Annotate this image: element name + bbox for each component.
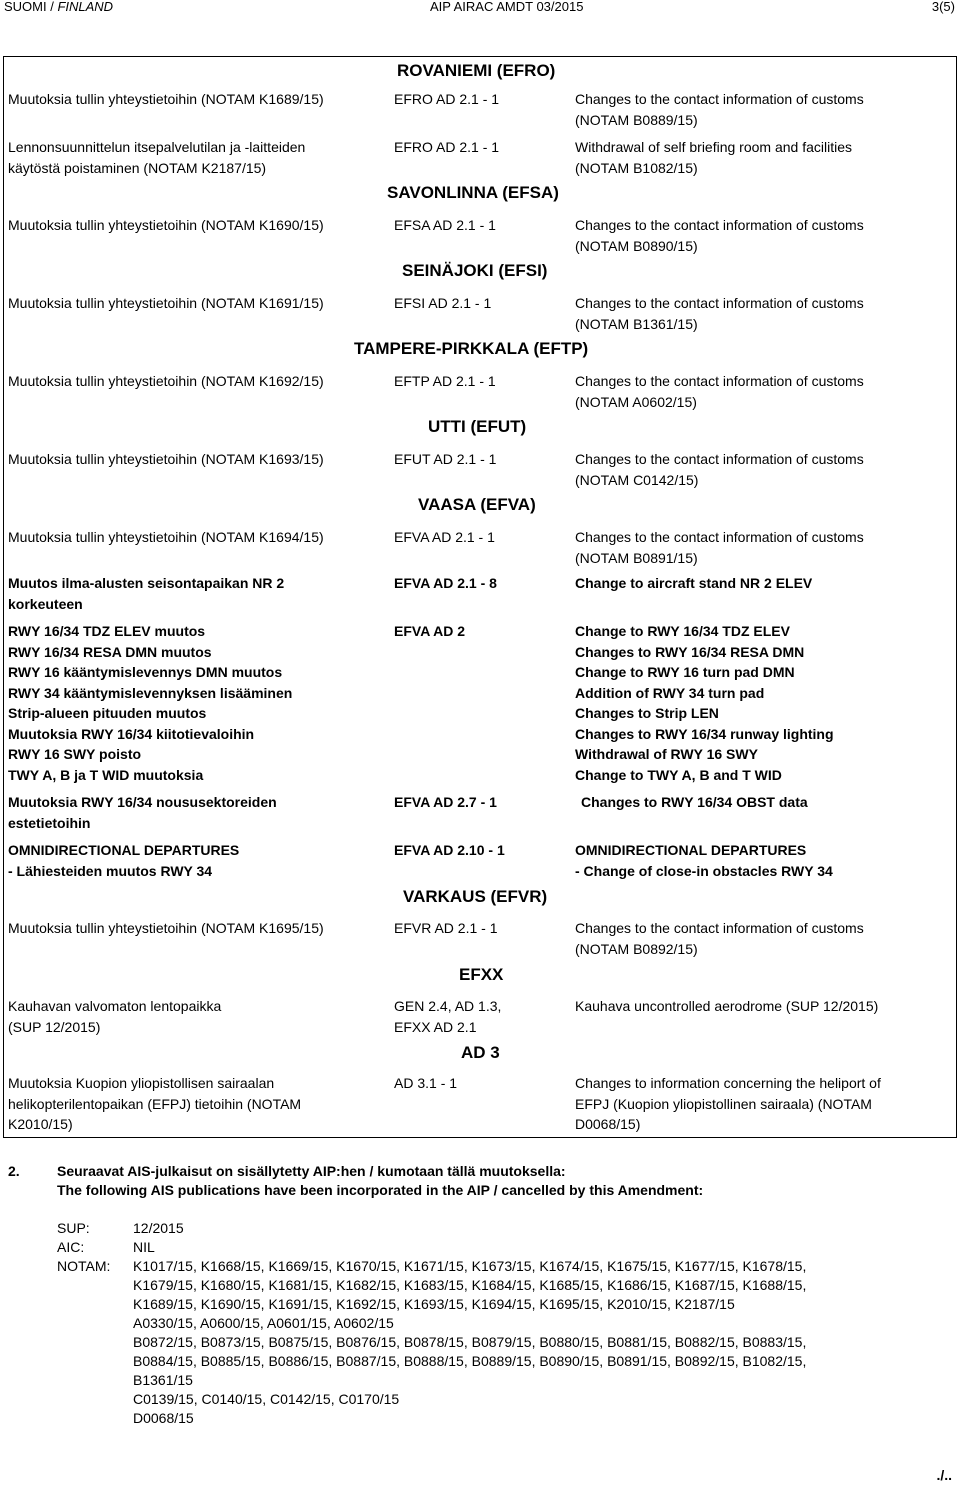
row-fi-text: Muutoksia Kuopion yliopistollisen sairaalan helikopterilentopaikan (EFPJ) tietoihin (NOTAM K2010/15) bbox=[8, 1075, 302, 1132]
header-amendment: AIP AIRAC AMDT 03/2015 bbox=[430, 0, 584, 14]
section-heading-efxx: EFXX bbox=[459, 965, 504, 984]
row-reference: EFVA AD 2.10 - 1 bbox=[394, 842, 505, 858]
notam-list bbox=[133, 1257, 806, 1428]
row-reference: GEN 2.4, AD 1.3, EFXX AD 2.1 bbox=[394, 998, 502, 1035]
row-reference: EFRO AD 2.1 - 1 bbox=[394, 91, 500, 107]
publications-heading-fi: Seuraavat AIS-julkaisut on sisällytetty AIP:hen / kumotaan tällä muutoksella: bbox=[57, 1163, 566, 1179]
row-reference: EFVA AD 2.1 - 8 bbox=[394, 575, 497, 591]
row-en-text: Change to RWY 16/34 TDZ ELEV Changes to RWY 16/34 RESA DMN Change to RWY 16 turn pad DMN Addition of RWY 34 turn pad Changes to Strip LEN Changes to RWY 16/34 runway lighting Withdrawal of RWY 16 SWY Change to TWY A, B and T WID bbox=[575, 623, 834, 783]
publications-heading-en: The following AIS publications have been incorporated in the AIP / cancelled by this Amendment: bbox=[57, 1182, 704, 1198]
row-en-text: Kauhava uncontrolled aerodrome (SUP 12/2015) bbox=[575, 998, 879, 1014]
header-page-number: 3(5) bbox=[931, 0, 955, 14]
section-heading-efro: ROVANIEMI (EFRO) bbox=[397, 61, 556, 80]
notam-line: A0330/15, A0600/15, A0601/15, A0602/15 bbox=[133, 1315, 394, 1331]
continuation-mark: ./.. bbox=[936, 1467, 952, 1483]
section-heading-efsi: SEINÄJOKI (EFSI) bbox=[402, 261, 548, 280]
row-fi-text: Muutoksia tullin yhteystietoihin (NOTAM K1689/15) bbox=[8, 91, 324, 107]
row-en-text: Withdrawal of self briefing room and facilities (NOTAM B1082/15) bbox=[575, 139, 853, 176]
header-country-en: FINLAND bbox=[57, 0, 114, 14]
notam-line: K1689/15, K1690/15, K1691/15, K1692/15, K1693/15, K1694/15, K1695/15, K2010/15, K2187/15 bbox=[133, 1296, 735, 1312]
row-en-text: Changes to RWY 16/34 OBST data bbox=[581, 794, 808, 810]
amendment-table bbox=[3, 56, 957, 1138]
row-fi-text: OMNIDIRECTIONAL DEPARTURES - Lähiesteiden muutos RWY 34 bbox=[8, 842, 240, 879]
row-fi-text: Muutoksia tullin yhteystietoihin (NOTAM K1691/15) bbox=[8, 295, 324, 311]
row-reference: EFVR AD 2.1 - 1 bbox=[394, 920, 498, 936]
header-country: SUOMI / bbox=[4, 0, 58, 14]
row-en-text: Changes to information concerning the heliport of EFPJ (Kuopion yliopistollinen sairaala) (NOTAM D0068/15) bbox=[575, 1075, 881, 1132]
row-reference: EFVA AD 2.7 - 1 bbox=[394, 794, 497, 810]
notam-line: B0872/15, B0873/15, B0875/15, B0876/15, B0878/15, B0879/15, B0880/15, B0881/15, B0882/15, B0883/15, bbox=[133, 1334, 807, 1350]
notam-line: C0139/15, C0140/15, C0142/15, C0170/15 bbox=[133, 1391, 400, 1407]
section-heading-eftp: TAMPERE-PIRKKALA (EFTP) bbox=[354, 339, 589, 358]
row-fi-text: Muutoksia tullin yhteystietoihin (NOTAM K1690/15) bbox=[8, 217, 324, 233]
row-en-text: Changes to the contact information of customs (NOTAM B0890/15) bbox=[575, 217, 864, 254]
row-reference: EFVA AD 2 bbox=[394, 623, 466, 639]
row-fi-text: Muutos ilma-alusten seisontapaikan NR 2 korkeuteen bbox=[8, 575, 285, 612]
row-reference: AD 3.1 - 1 bbox=[394, 1075, 458, 1091]
aic-label: AIC: bbox=[57, 1239, 85, 1255]
row-en-text: Changes to the contact information of customs (NOTAM B0891/15) bbox=[575, 529, 864, 566]
header-left bbox=[4, 0, 113, 14]
aic-value: NIL bbox=[133, 1239, 155, 1255]
row-fi-text: Muutoksia tullin yhteystietoihin (NOTAM K1694/15) bbox=[8, 529, 324, 545]
notam-line: K1017/15, K1668/15, K1669/15, K1670/15, K1671/15, K1673/15, K1674/15, K1675/15, K1677/15, K1678/15, bbox=[133, 1258, 807, 1274]
row-reference: EFSI AD 2.1 - 1 bbox=[394, 295, 492, 311]
section-number: 2. bbox=[8, 1163, 20, 1179]
section-heading-efva: VAASA (EFVA) bbox=[418, 495, 536, 514]
notam-label: NOTAM: bbox=[57, 1258, 111, 1274]
row-en-text: Changes to the contact information of customs (NOTAM B0889/15) bbox=[575, 91, 864, 128]
section-heading-efsa: SAVONLINNA (EFSA) bbox=[387, 183, 559, 202]
row-en-text: Change to aircraft stand NR 2 ELEV bbox=[575, 575, 813, 591]
sup-label: SUP: bbox=[57, 1220, 90, 1236]
row-en-text: Changes to the contact information of customs (NOTAM A0602/15) bbox=[575, 373, 864, 410]
row-reference: EFRO AD 2.1 - 1 bbox=[394, 139, 500, 155]
row-en-text: OMNIDIRECTIONAL DEPARTURES - Change of close-in obstacles RWY 34 bbox=[575, 842, 833, 879]
notam-line: B1361/15 bbox=[133, 1372, 193, 1388]
sup-value: 12/2015 bbox=[133, 1220, 184, 1236]
row-fi-text: Muutoksia RWY 16/34 noususektoreiden estetietoihin bbox=[8, 794, 277, 831]
row-reference: EFSA AD 2.1 - 1 bbox=[394, 217, 496, 233]
row-fi-text: Muutoksia tullin yhteystietoihin (NOTAM K1692/15) bbox=[8, 373, 324, 389]
section-heading-ad3: AD 3 bbox=[461, 1043, 500, 1062]
row-en-text: Changes to the contact information of customs (NOTAM B0892/15) bbox=[575, 920, 864, 957]
notam-line: K1679/15, K1680/15, K1681/15, K1682/15, K1683/15, K1684/15, K1685/15, K1686/15, K1687/15, K1688/15, bbox=[133, 1277, 807, 1293]
notam-line: B0884/15, B0885/15, B0886/15, B0887/15, B0888/15, B0889/15, B0890/15, B0891/15, B0892/15, B1082/15, bbox=[133, 1353, 807, 1369]
row-reference: EFUT AD 2.1 - 1 bbox=[394, 451, 497, 467]
row-en-text: Changes to the contact information of customs (NOTAM C0142/15) bbox=[575, 451, 864, 488]
row-fi-text: Lennonsuunnittelun itsepalvelutilan ja -laitteiden käytöstä poistaminen (NOTAM K2187/15) bbox=[8, 139, 306, 176]
row-en-text: Changes to the contact information of customs (NOTAM B1361/15) bbox=[575, 295, 864, 332]
row-reference: EFTP AD 2.1 - 1 bbox=[394, 373, 496, 389]
row-fi-text: Kauhavan valvomaton lentopaikka (SUP 12/2015) bbox=[8, 998, 222, 1035]
section-heading-efvr: VARKAUS (EFVR) bbox=[403, 887, 548, 906]
notam-line: D0068/15 bbox=[133, 1410, 194, 1426]
row-fi-text: Muutoksia tullin yhteystietoihin (NOTAM K1693/15) bbox=[8, 451, 324, 467]
section-heading-efut: UTTI (EFUT) bbox=[428, 417, 527, 436]
row-reference: EFVA AD 2.1 - 1 bbox=[394, 529, 495, 545]
row-fi-text: Muutoksia tullin yhteystietoihin (NOTAM K1695/15) bbox=[8, 920, 324, 936]
row-fi-text: RWY 16/34 TDZ ELEV muutos RWY 16/34 RESA DMN muutos RWY 16 kääntymislevennys DMN muutos RWY 34 kääntymislevennyksen lisääminen Strip-alueen pituuden muutos Muutoksia RWY 16/34 kiitotievaloihin RWY 16 SWY poisto TWY A, B ja T WID muutoksia bbox=[8, 623, 293, 783]
